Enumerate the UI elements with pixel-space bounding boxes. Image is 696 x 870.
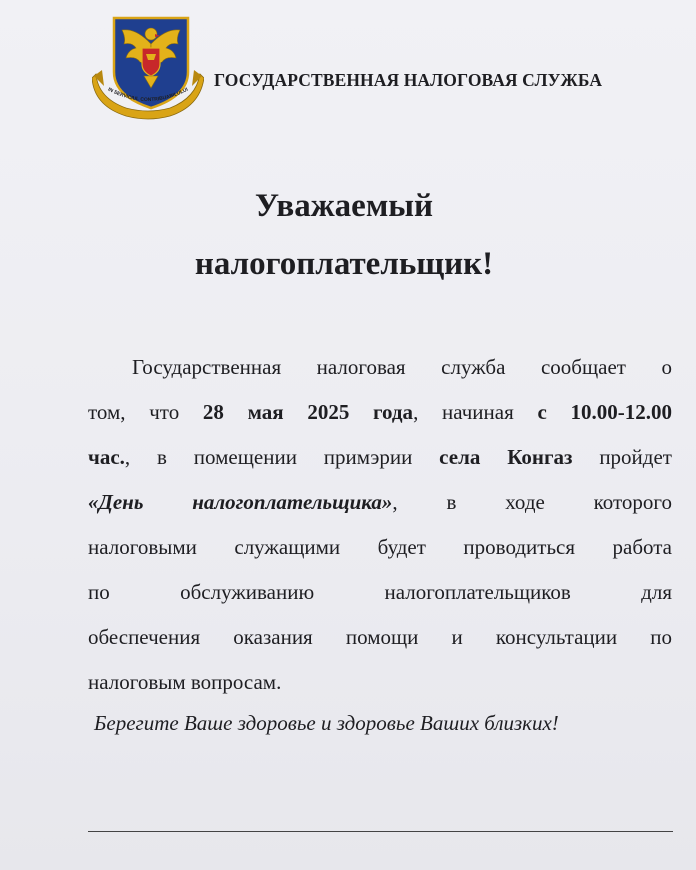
text: , начиная (413, 400, 538, 424)
page-title-line-1: Уважаемый (254, 188, 434, 224)
notice-line-6: по обслуживанию налогоплательщиков для (88, 580, 672, 604)
text: пройдет (572, 445, 672, 469)
notice-line-8: налоговым вопросам. (88, 670, 282, 694)
notice-line-7: обеспечения оказания помощи и консультации по (88, 625, 672, 649)
notice-line-1: Государственная налоговая служба сообщает о (132, 355, 672, 379)
text: , в помещении примэрии (124, 445, 440, 469)
event-time: с 10.00-12.00 (537, 400, 672, 424)
notice-body (88, 345, 672, 705)
header (92, 14, 692, 124)
tax-service-emblem-icon (92, 14, 204, 122)
notice-line-3 (88, 435, 672, 480)
text: , в ходе которого (392, 490, 672, 514)
agency-name: ГОСУДАРСТВЕННАЯ НАЛОГОВАЯ СЛУЖБА (214, 70, 603, 90)
divider (88, 831, 673, 832)
event-date: 28 мая 2025 года (202, 400, 414, 424)
notice-line-5: налоговыми служащими будет проводиться работа (88, 535, 672, 559)
notice-line-4 (88, 480, 672, 525)
emblem-motto: IN SERVICIUL CONTRIBUABILULUI (106, 86, 190, 104)
hours-abbr: час. (88, 445, 125, 469)
event-name: «День налогоплательщика» (88, 490, 393, 514)
closing-wish: Берегите Ваше здоровье и здоровье Ваших близких! (94, 711, 559, 735)
page-title-line-2: налогоплательщик! (194, 246, 494, 282)
text: том, что (88, 400, 203, 424)
village-name: села Конгаз (439, 445, 573, 469)
notice-line-2 (88, 390, 672, 435)
